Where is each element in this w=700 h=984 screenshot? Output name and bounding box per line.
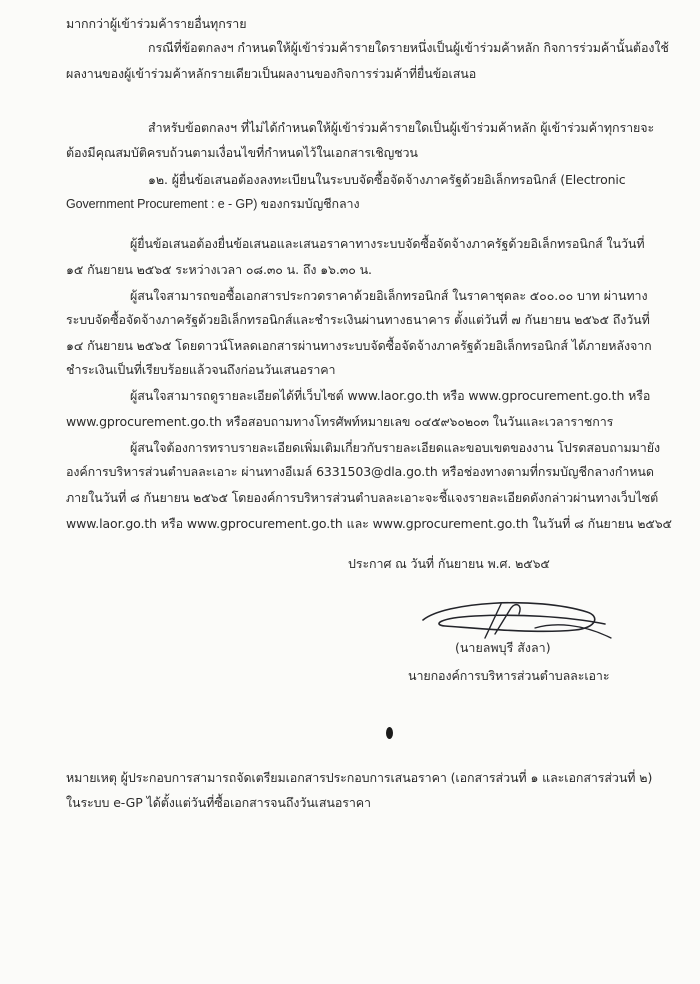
note-line: ในระบบ e-GP ได้ตั้งแต่วันที่ซื้อเอกสารจนถึงวันเสนอราคา [66, 795, 371, 810]
body-line: www.laor.go.th หรือ www.gprocurement.go.th และ www.gprocurement.go.th ในวันที่ ๘ กันยายน ๒๕๖๕ [66, 516, 672, 531]
body-line: ผู้สนใจต้องการทราบรายละเอียดเพิ่มเติมเกี่ยวกับรายละเอียดและขอบเขตของงาน โปรดสอบถามมายัง [130, 440, 660, 455]
body-line: ผู้สนใจสามารถขอซื้อเอกสารประกวดราคาด้วยอิเล็กทรอนิกส์ ในราคาชุดละ ๕๐๐.๐๐ บาท ผ่านทาง [130, 288, 648, 303]
body-line: ผู้สนใจสามารถดูรายละเอียดได้ที่เว็บไซต์ www.laor.go.th หรือ www.gprocurement.go.th หรือ [130, 388, 651, 403]
body-line: ภายในวันที่ ๘ กันยายน ๒๕๖๕ โดยองค์การบริหารส่วนตำบลละเอาะจะชี้แจงรายละเอียดดังกล่าวผ่านทางเว็บไซต์ [66, 490, 659, 505]
body-line: www.gprocurement.go.th หรือสอบถามทางโทรศัพท์หมายเลข ๐๔๕๙๖๐๒๐๓ ในวันและเวลาราชการ [66, 414, 614, 429]
clause-12-line: ๑๒. ผู้ยื่นข้อเสนอต้องลงทะเบียนในระบบจัดซื้อจัดจ้างภาครัฐด้วยอิเล็กทรอนิกส์ (Electronic [148, 172, 626, 187]
body-line: ระบบจัดซื้อจัดจ้างภาครัฐด้วยอิเล็กทรอนิกส์และชำระเงินผ่านทางธนาคาร ตั้งแต่วันที่ ๗ กันยายน ๒๕๖๕ ถึงวันที่ [66, 312, 650, 327]
body-line: ๑๕ กันยายน ๒๕๖๕ ระหว่างเวลา ๐๘.๓๐ น. ถึง ๑๖.๓๐ น. [66, 262, 372, 277]
body-line: ๑๔ กันยายน ๒๕๖๕ โดยดาวน์โหลดเอกสารผ่านทางระบบจัดซื้อจัดจ้างภาครัฐด้วยอิเล็กทรอนิกส์ ได้ภายหลังจาก [66, 338, 652, 353]
signature-block [415, 598, 615, 660]
body-line: ผู้ยื่นข้อเสนอต้องยื่นข้อเสนอและเสนอราคาทางระบบจัดซื้อจัดจ้างภาครัฐด้วยอิเล็กทรอนิกส์ ในวันที่ [130, 236, 645, 251]
body-line: ชำระเงินเป็นที่เรียบร้อยแล้วจนถึงก่อนวันเสนอราคา [66, 362, 336, 377]
body-line: ผลงานของผู้เข้าร่วมค้าหลักรายเดียวเป็นผลงานของกิจการร่วมค้าที่ยื่นข้อเสนอ [66, 66, 477, 81]
note-line: หมายเหตุ ผู้ประกอบการสามารถจัดเตรียมเอกสารประกอบการเสนอราคา (เอกสารส่วนที่ ๑ และเอกสารส่วนที่ ๒) [66, 770, 653, 785]
announcement-date: ประกาศ ณ วันที่ กันยายน พ.ศ. ๒๕๖๕ [348, 556, 550, 571]
body-line: มากกว่าผู้เข้าร่วมค้ารายอื่นทุกราย [66, 16, 247, 31]
body-line: กรณีที่ข้อตกลงฯ กำหนดให้ผู้เข้าร่วมค้ารายใดรายหนึ่งเป็นผู้เข้าร่วมค้าหลัก กิจการร่วมค้านั้นต้องใช้ [148, 40, 669, 55]
clause-12-line: Government Procurement : e - GP) ของกรมบัญชีกลาง [66, 197, 360, 211]
body-line: องค์การบริหารส่วนตำบลละเอาะ ผ่านทางอีเมล์ 6331503@dla.go.th หรือช่องทางตามที่กรมบัญชีกลางกำหนด [66, 464, 654, 479]
signer-name: (นายลพบุรี สังลา) [455, 640, 551, 655]
ink-mark [386, 727, 393, 739]
body-line: ต้องมีคุณสมบัติครบถ้วนตามเงื่อนไขที่กำหนดไว้ในเอกสารเชิญชวน [66, 145, 418, 160]
signer-title: นายกองค์การบริหารส่วนตำบลละเอาะ [408, 668, 610, 683]
body-line: สำหรับข้อตกลงฯ ที่ไม่ได้กำหนดให้ผู้เข้าร่วมค้ารายใดเป็นผู้เข้าร่วมค้าหลัก ผู้เข้าร่วมค้าทุกรายจะ [148, 120, 655, 135]
